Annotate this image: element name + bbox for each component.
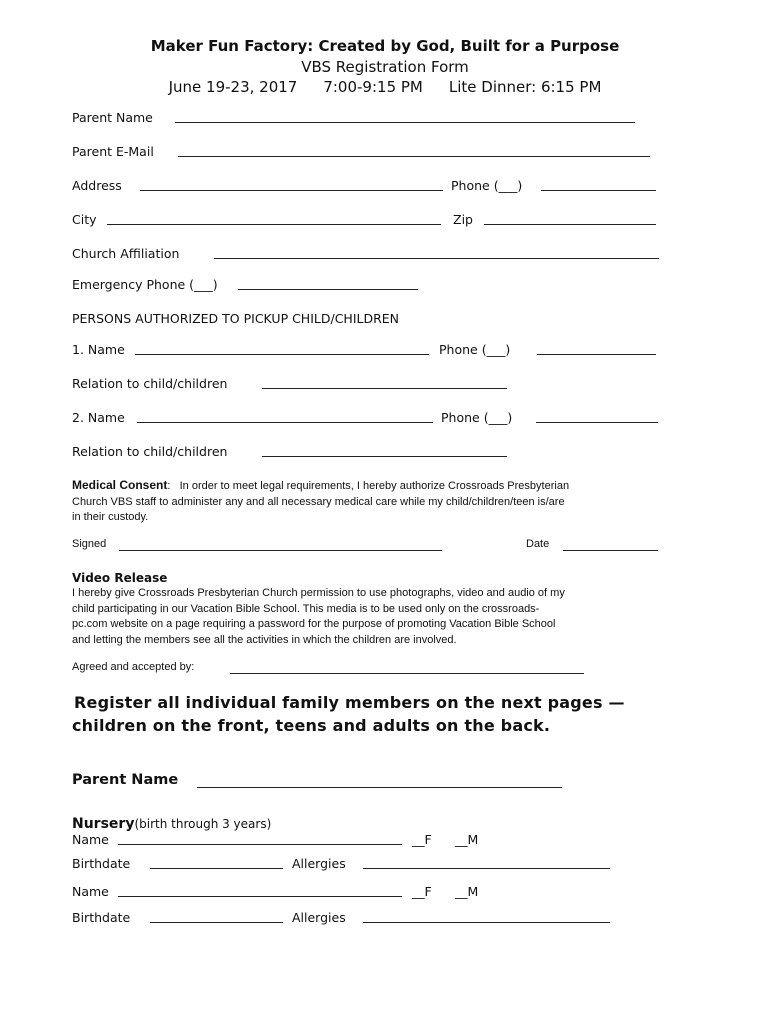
signature-field[interactable]	[119, 550, 442, 551]
video-release-line4: and letting the members see all the activities in which the children are involved.	[72, 633, 457, 646]
child1-birthdate-label: Birthdate	[72, 856, 131, 871]
form-subtitle: VBS Registration Form	[301, 58, 469, 76]
child2-m-option[interactable]: __M	[455, 884, 479, 899]
parent-name-field-2[interactable]	[197, 787, 562, 788]
event-date: June 19-23, 2017	[168, 78, 298, 96]
medical-consent-line1: In order to meet legal requirements, I hereby authorize Crossroads Presbyterian	[179, 480, 570, 492]
city-field[interactable]	[107, 224, 441, 225]
nursery-heading	[72, 813, 271, 832]
address-field[interactable]	[140, 190, 443, 191]
child2-birthdate-field[interactable]	[150, 922, 283, 923]
video-release-line2: child participating in our Vacation Bible School. This media is to be used only on the crossroads-	[72, 602, 540, 615]
pickup1-phone-field[interactable]	[537, 354, 656, 355]
pickup-heading: PERSONS AUTHORIZED TO PICKUP CHILD/CHILDREN	[72, 311, 400, 326]
address-label: Address	[72, 178, 122, 193]
child2-name-label: Name	[72, 884, 109, 899]
child2-birthdate-label: Birthdate	[72, 910, 131, 925]
signed-label: Signed	[72, 538, 107, 550]
child1-m-option[interactable]: __M	[455, 832, 479, 847]
child1-name-label: Name	[72, 832, 109, 847]
dinner-time: Lite Dinner: 6:15 PM	[448, 78, 602, 96]
pickup1-name-field[interactable]	[135, 354, 429, 355]
child1-birthdate-field[interactable]	[150, 868, 283, 869]
parent-email-label: Parent E-Mail	[72, 144, 154, 159]
pickup2-name-field[interactable]	[137, 422, 433, 423]
register-note-line2: children on the front, teens and adults on the back.	[72, 716, 551, 735]
parent-name-label: Parent Name	[72, 110, 153, 125]
church-label: Church Affiliation	[72, 246, 180, 261]
medical-consent: Medical Consent: In order to meet legal requirements, I hereby authorize Crossroads Presbyterian Church VBS staff to administer any and all necessary medical care while my child/children/teen is/are in their custody.	[72, 478, 698, 526]
date-label: Date	[526, 538, 550, 550]
medical-consent-line3: in their custody.	[72, 511, 149, 523]
child1-allergies-field[interactable]	[363, 868, 610, 869]
pickup1-name-label: 1. Name	[72, 342, 125, 357]
parent-email-field[interactable]	[178, 156, 650, 157]
zip-label: Zip	[453, 212, 473, 227]
child1-name-field[interactable]	[118, 844, 402, 845]
pickup2-phone-field[interactable]	[536, 422, 658, 423]
child2-name-field[interactable]	[118, 896, 402, 897]
medical-consent-title: Medical Consent	[72, 478, 168, 492]
event-schedule	[0, 78, 770, 96]
child1-allergies-label: Allergies	[292, 856, 346, 871]
video-release-text	[72, 586, 698, 648]
parent-name-label-2: Parent Name	[72, 772, 179, 788]
child1-f-option[interactable]: __F	[412, 832, 432, 847]
child2-allergies-field[interactable]	[363, 922, 610, 923]
church-field[interactable]	[214, 258, 659, 259]
agreed-field[interactable]	[230, 673, 584, 674]
register-note-line1: Register all individual family members on the next pages —	[74, 693, 625, 712]
pickup1-relation-field[interactable]	[262, 388, 507, 389]
zip-field[interactable]	[484, 224, 656, 225]
event-time: 7:00-9:15 PM	[323, 78, 423, 96]
pickup2-name-label: 2. Name	[72, 410, 125, 425]
phone-field[interactable]	[541, 190, 656, 191]
pickup1-relation-label: Relation to child/children	[72, 376, 228, 391]
parent-name-field[interactable]	[175, 122, 635, 123]
form-title: Maker Fun Factory: Created by God, Built for a Purpose	[150, 37, 620, 55]
nursery-title: Nursery	[72, 816, 135, 832]
phone-label: Phone (___)	[451, 178, 523, 193]
city-label: City	[72, 212, 97, 227]
child2-f-option[interactable]: __F	[412, 884, 432, 899]
child2-allergies-label: Allergies	[292, 910, 346, 925]
pickup1-phone-label: Phone (___)	[439, 342, 511, 357]
emergency-phone-field[interactable]	[238, 289, 418, 290]
video-release-title: Video Release	[72, 571, 168, 585]
emergency-phone-label: Emergency Phone (___)	[72, 277, 218, 292]
agreed-label: Agreed and accepted by:	[72, 661, 195, 673]
nursery-note: (birth through 3 years)	[134, 817, 272, 831]
pickup2-phone-label: Phone (___)	[441, 410, 513, 425]
video-release-line3: pc.com website on a page requiring a password for the purpose of promoting Vacation Bible School	[72, 618, 556, 630]
video-release-line1: I hereby give Crossroads Presbyterian Church permission to use photographs, video and audio of my	[72, 587, 565, 599]
pickup2-relation-label: Relation to child/children	[72, 444, 228, 459]
date-field[interactable]	[563, 550, 658, 551]
pickup2-relation-field[interactable]	[262, 456, 507, 457]
medical-consent-line2: Church VBS staff to administer any and all necessary medical care while my child/children/teen is/are	[72, 495, 565, 508]
